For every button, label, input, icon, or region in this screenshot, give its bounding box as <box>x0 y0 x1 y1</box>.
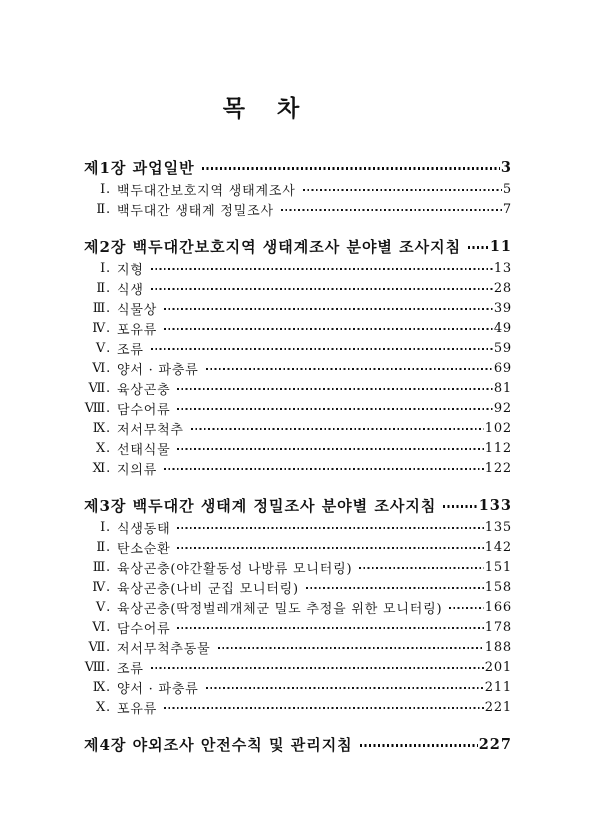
item-page-number: 158 <box>484 579 512 595</box>
item-roman-numeral: Ⅰ. <box>100 519 111 535</box>
dot-leader <box>164 468 484 471</box>
chapter-title: 제4장 야외조사 안전수칙 및 관리지침 <box>84 735 353 754</box>
dot-leader <box>191 428 484 431</box>
item-page-number: 59 <box>493 340 512 356</box>
item-page-number: 39 <box>493 300 512 316</box>
dot-leader <box>281 209 502 212</box>
chapter-page-number: 3 <box>500 158 512 176</box>
dot-leader <box>151 348 493 351</box>
dot-leader <box>151 268 493 271</box>
toc-item-row <box>84 438 512 458</box>
item-roman-numeral: Ⅰ. <box>100 181 111 197</box>
item-page-number: 81 <box>493 380 512 396</box>
item-page-number: 92 <box>493 400 512 416</box>
item-page-number: 102 <box>484 420 512 436</box>
dot-leader <box>449 607 483 610</box>
item-roman-numeral: Ⅱ. <box>96 539 111 555</box>
chapter-title: 제3장 백두대간 생태계 정밀조사 분야별 조사지침 <box>84 496 437 515</box>
dot-leader <box>206 687 484 690</box>
dot-leader <box>151 288 493 291</box>
item-roman-numeral: Ⅺ. <box>92 460 111 476</box>
item-page-number: 13 <box>493 260 512 276</box>
toc-item-row <box>84 179 512 199</box>
item-page-number: 201 <box>484 659 512 675</box>
toc-item-row <box>84 298 512 318</box>
item-roman-numeral: Ⅴ. <box>95 599 111 615</box>
item-title: 육상곤충 <box>117 382 171 398</box>
item-roman-numeral: Ⅷ. <box>84 659 111 675</box>
chapter-page-number: 133 <box>478 496 512 514</box>
toc-chapter <box>84 493 512 717</box>
item-title: 백두대간 생태계 정밀조사 <box>117 203 274 219</box>
item-page-number: 49 <box>493 320 512 336</box>
chapter-row <box>84 493 512 517</box>
item-title: 육상곤충(야간활동성 나방류 모니터링) <box>117 561 353 577</box>
item-roman-numeral: Ⅵ. <box>92 619 111 635</box>
item-title: 양서 · 파충류 <box>117 681 199 697</box>
toc-item-row <box>84 557 512 577</box>
toc-chapter <box>84 155 512 219</box>
item-title: 저서무척추 <box>117 422 184 438</box>
toc-item-row <box>84 657 512 677</box>
toc-item-row <box>84 199 512 219</box>
item-title: 탄소순환 <box>117 541 171 557</box>
toc-item-row <box>84 677 512 697</box>
dot-leader <box>206 368 493 371</box>
toc-item-row <box>84 597 512 617</box>
item-title: 포유류 <box>117 322 158 338</box>
item-roman-numeral: Ⅸ. <box>92 420 111 436</box>
toc-item-row <box>84 398 512 418</box>
dot-leader <box>177 388 492 391</box>
item-page-number: 142 <box>484 539 512 555</box>
item-page-number: 28 <box>493 280 512 296</box>
item-page-number: 7 <box>502 201 512 217</box>
item-roman-numeral: Ⅲ. <box>92 300 111 316</box>
item-page-number: 112 <box>484 440 512 456</box>
page-title: 목 차 <box>222 95 302 122</box>
item-roman-numeral: Ⅱ. <box>96 280 111 296</box>
item-roman-numeral: Ⅹ. <box>96 699 111 715</box>
item-title: 지의류 <box>117 462 158 478</box>
dot-leader <box>164 308 493 311</box>
item-roman-numeral: Ⅲ. <box>92 559 111 575</box>
item-roman-numeral: Ⅱ. <box>96 201 111 217</box>
dot-leader <box>468 246 489 249</box>
dot-leader <box>151 667 484 670</box>
toc-item-row <box>84 278 512 298</box>
dot-leader <box>303 189 502 192</box>
item-title: 담수어류 <box>117 621 171 637</box>
item-page-number: 178 <box>484 619 512 635</box>
item-title: 저서무척추동물 <box>117 641 211 657</box>
item-title: 육상곤충(딱정벌레개체군 밀도 추정을 위한 모니터링) <box>117 601 443 617</box>
item-roman-numeral: Ⅸ. <box>92 679 111 695</box>
toc-item-row <box>84 358 512 378</box>
chapter-row <box>84 234 512 258</box>
item-page-number: 166 <box>484 599 512 615</box>
item-page-number: 5 <box>502 181 512 197</box>
dot-leader <box>164 707 484 710</box>
item-title: 지형 <box>117 262 144 278</box>
toc-item-row <box>84 458 512 478</box>
item-roman-numeral: Ⅹ. <box>96 440 111 456</box>
item-page-number: 135 <box>484 519 512 535</box>
toc-item-row <box>84 577 512 597</box>
item-roman-numeral: Ⅳ. <box>92 579 111 595</box>
item-roman-numeral: Ⅶ. <box>88 639 111 655</box>
dot-leader <box>164 328 493 331</box>
item-roman-numeral: Ⅷ. <box>84 400 111 416</box>
dot-leader <box>360 744 478 747</box>
toc-item-row <box>84 537 512 557</box>
item-title: 포유류 <box>117 701 158 717</box>
toc-chapter <box>84 732 512 756</box>
toc-item-row <box>84 637 512 657</box>
toc-item-row <box>84 338 512 358</box>
item-page-number: 211 <box>484 679 512 695</box>
dot-leader <box>306 587 484 590</box>
item-page-number: 151 <box>484 559 512 575</box>
item-page-number: 221 <box>484 699 512 715</box>
dot-leader <box>177 448 483 451</box>
item-title: 식물상 <box>117 302 158 318</box>
item-title: 선태식물 <box>117 442 171 458</box>
item-roman-numeral: Ⅳ. <box>92 320 111 336</box>
dot-leader <box>202 167 500 170</box>
item-title: 육상곤충(나비 군집 모니터링) <box>117 581 299 597</box>
item-page-number: 188 <box>484 639 512 655</box>
dot-leader <box>177 527 483 530</box>
item-roman-numeral: Ⅵ. <box>92 360 111 376</box>
chapter-page-number: 227 <box>478 735 512 753</box>
chapter-row <box>84 732 512 756</box>
chapter-title: 제1장 과업일반 <box>84 158 195 177</box>
item-title: 조류 <box>117 661 144 677</box>
item-title: 담수어류 <box>117 402 171 418</box>
toc-chapter <box>84 234 512 478</box>
item-title: 백두대간보호지역 생태계조사 <box>117 183 296 199</box>
toc-item-row <box>84 318 512 338</box>
chapter-row <box>84 155 512 179</box>
item-page-number: 122 <box>484 460 512 476</box>
toc-item-row <box>84 418 512 438</box>
item-roman-numeral: Ⅰ. <box>100 260 111 276</box>
item-title: 양서 · 파충류 <box>117 362 199 378</box>
item-title: 조류 <box>117 342 144 358</box>
dot-leader <box>359 567 483 570</box>
item-title: 식생 <box>117 282 144 298</box>
dot-leader <box>443 505 477 508</box>
dot-leader <box>218 647 484 650</box>
item-roman-numeral: Ⅴ. <box>95 340 111 356</box>
chapter-page-number: 11 <box>489 237 512 255</box>
item-roman-numeral: Ⅶ. <box>88 380 111 396</box>
dot-leader <box>177 547 483 550</box>
chapter-title: 제2장 백두대간보호지역 생태계조사 분야별 조사지침 <box>84 237 462 256</box>
toc-item-row <box>84 258 512 278</box>
toc-item-row <box>84 697 512 717</box>
toc-item-row <box>84 517 512 537</box>
item-page-number: 69 <box>493 360 512 376</box>
toc-item-row <box>84 378 512 398</box>
toc-item-row <box>84 617 512 637</box>
item-title: 식생동태 <box>117 521 171 537</box>
dot-leader <box>177 627 483 630</box>
table-of-contents <box>84 155 512 756</box>
dot-leader <box>177 408 492 411</box>
